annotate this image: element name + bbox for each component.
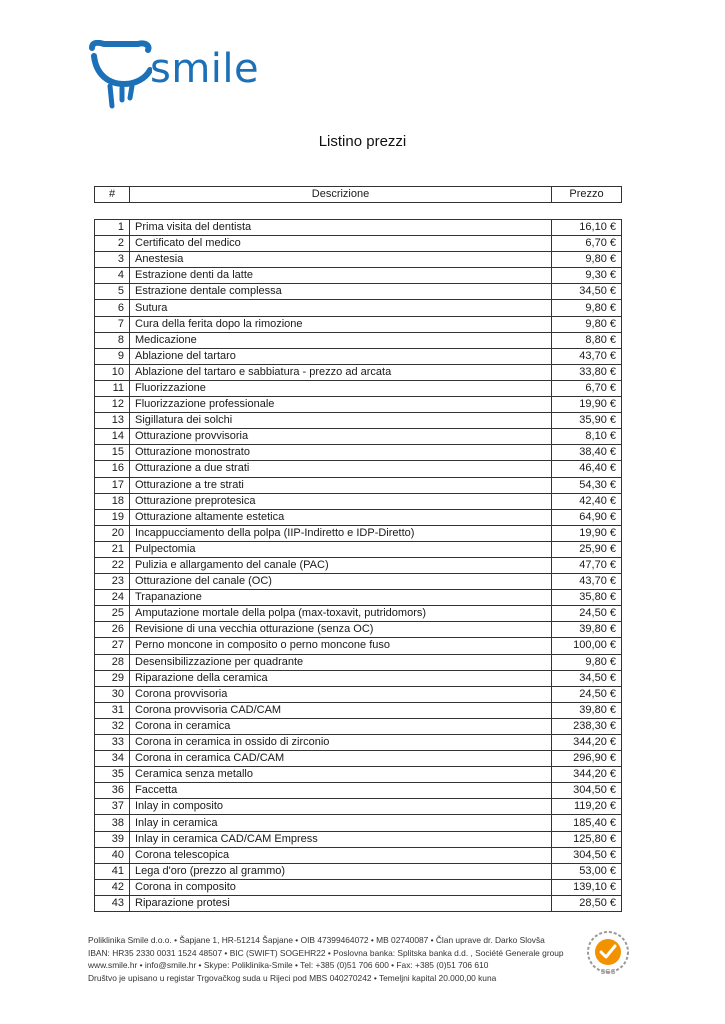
cell-description: Inlay in ceramica	[130, 815, 552, 831]
table-row	[95, 236, 622, 252]
cell-description: Corona in ceramica in ossido di zirconio	[130, 735, 552, 751]
cell-price: 16,10 €	[552, 220, 622, 236]
table-row	[95, 863, 622, 879]
cell-price: 8,80 €	[552, 332, 622, 348]
table-row	[95, 751, 622, 767]
cell-description: Trapanazione	[130, 590, 552, 606]
table-row	[95, 622, 622, 638]
table-row	[95, 397, 622, 413]
cell-description: Otturazione preprotesica	[130, 493, 552, 509]
cell-price: 304,50 €	[552, 783, 622, 799]
cell-description: Corona provvisoria	[130, 686, 552, 702]
footer-company-info: Poliklinika Smile d.o.o. • Šapjane 1, HR-51214 Šapjane • OIB 47399464072 • MB 02740087 • Član uprave dr. Darko Slovša	[88, 935, 545, 945]
cell-price: 185,40 €	[552, 815, 622, 831]
table-row	[95, 316, 622, 332]
cell-description: Pulpectomia	[130, 541, 552, 557]
cell-number: 30	[95, 686, 130, 702]
table-row	[95, 429, 622, 445]
cell-description: Certificato del medico	[130, 236, 552, 252]
cell-number: 27	[95, 638, 130, 654]
cell-description: Faccetta	[130, 783, 552, 799]
table-row	[95, 606, 622, 622]
table-row	[95, 654, 622, 670]
cell-price: 34,50 €	[552, 670, 622, 686]
cell-number: 19	[95, 509, 130, 525]
cell-number: 31	[95, 702, 130, 718]
table-row	[95, 541, 622, 557]
table-row	[95, 670, 622, 686]
table-row	[95, 300, 622, 316]
cell-price: 100,00 €	[552, 638, 622, 654]
cell-price: 9,80 €	[552, 654, 622, 670]
table-row	[95, 348, 622, 364]
cell-price: 296,90 €	[552, 751, 622, 767]
table-row	[95, 525, 622, 541]
cell-price: 9,30 €	[552, 268, 622, 284]
table-row	[95, 735, 622, 751]
table-row	[95, 783, 622, 799]
footer	[88, 934, 578, 984]
sgs-certification-badge	[583, 930, 633, 980]
table-row	[95, 638, 622, 654]
cell-price: 35,80 €	[552, 590, 622, 606]
cell-description: Corona in ceramica CAD/CAM	[130, 751, 552, 767]
table-header	[94, 186, 622, 203]
cell-description: Riparazione della ceramica	[130, 670, 552, 686]
cell-description: Corona telescopica	[130, 847, 552, 863]
cell-price: 238,30 €	[552, 718, 622, 734]
cell-price: 344,20 €	[552, 735, 622, 751]
cell-price: 64,90 €	[552, 509, 622, 525]
cell-number: 40	[95, 847, 130, 863]
cell-price: 9,80 €	[552, 316, 622, 332]
table-row	[95, 493, 622, 509]
cell-description: Inlay in ceramica CAD/CAM Empress	[130, 831, 552, 847]
cell-description: Amputazione mortale della polpa (max-toxavit, putridomors)	[130, 606, 552, 622]
cell-number: 18	[95, 493, 130, 509]
table-row	[95, 831, 622, 847]
cell-description: Otturazione provvisoria	[130, 429, 552, 445]
cell-price: 43,70 €	[552, 574, 622, 590]
cell-number: 23	[95, 574, 130, 590]
cell-number: 17	[95, 477, 130, 493]
cell-number: 10	[95, 364, 130, 380]
table-row	[95, 847, 622, 863]
cell-price: 19,90 €	[552, 397, 622, 413]
cell-number: 24	[95, 590, 130, 606]
cell-price: 47,70 €	[552, 557, 622, 573]
table-row	[95, 574, 622, 590]
cell-description: Perno moncone in composito o perno moncone fuso	[130, 638, 552, 654]
cell-number: 37	[95, 799, 130, 815]
price-table	[94, 219, 622, 912]
logo-text: smile	[150, 46, 260, 92]
table-row	[95, 686, 622, 702]
cell-number: 11	[95, 380, 130, 396]
cell-price: 9,80 €	[552, 300, 622, 316]
cell-number: 35	[95, 767, 130, 783]
cell-description: Otturazione del canale (OC)	[130, 574, 552, 590]
cell-price: 46,40 €	[552, 461, 622, 477]
cell-price: 39,80 €	[552, 702, 622, 718]
cell-number: 8	[95, 332, 130, 348]
smile-logo	[88, 40, 278, 115]
cell-description: Corona in composito	[130, 879, 552, 895]
cell-price: 125,80 €	[552, 831, 622, 847]
cell-description: Estrazione denti da latte	[130, 268, 552, 284]
cell-number: 33	[95, 735, 130, 751]
cell-number: 25	[95, 606, 130, 622]
cell-number: 43	[95, 895, 130, 911]
column-header-description: Descrizione	[130, 187, 552, 203]
table-row	[95, 767, 622, 783]
cell-price: 28,50 €	[552, 895, 622, 911]
cell-number: 21	[95, 541, 130, 557]
cell-number: 15	[95, 445, 130, 461]
cell-price: 39,80 €	[552, 622, 622, 638]
cell-number: 13	[95, 413, 130, 429]
cell-number: 20	[95, 525, 130, 541]
cell-number: 32	[95, 718, 130, 734]
cell-description: Revisione di una vecchia otturazione (senza OC)	[130, 622, 552, 638]
cell-description: Ceramica senza metallo	[130, 767, 552, 783]
cell-description: Sigillatura dei solchi	[130, 413, 552, 429]
cell-description: Anestesia	[130, 252, 552, 268]
cell-description: Desensibilizzazione per quadrante	[130, 654, 552, 670]
cell-number: 38	[95, 815, 130, 831]
cell-description: Prima visita del dentista	[130, 220, 552, 236]
table-row	[95, 509, 622, 525]
cell-price: 6,70 €	[552, 236, 622, 252]
footer-bank-info: IBAN: HR35 2330 0031 1524 48507 • BIC (SWIFT) SOGEHR22 • Poslovna banka: Splitska banka d.d. , Société Generale group	[88, 947, 564, 958]
table-row	[95, 799, 622, 815]
column-header-number: #	[95, 187, 130, 203]
cell-price: 35,90 €	[552, 413, 622, 429]
cell-price: 119,20 €	[552, 799, 622, 815]
cell-number: 28	[95, 654, 130, 670]
table-row	[95, 268, 622, 284]
cell-price: 344,20 €	[552, 767, 622, 783]
cell-price: 34,50 €	[552, 284, 622, 300]
column-header-price: Prezzo	[552, 187, 622, 203]
cell-number: 3	[95, 252, 130, 268]
cell-description: Fluorizzazione	[130, 380, 552, 396]
cell-price: 19,90 €	[552, 525, 622, 541]
cell-number: 2	[95, 236, 130, 252]
table-row	[95, 557, 622, 573]
table-row	[95, 332, 622, 348]
cell-description: Corona provvisoria CAD/CAM	[130, 702, 552, 718]
cell-description: Otturazione a due strati	[130, 461, 552, 477]
cell-price: 43,70 €	[552, 348, 622, 364]
table-row	[95, 477, 622, 493]
table-row	[95, 461, 622, 477]
cell-number: 5	[95, 284, 130, 300]
cell-price: 24,50 €	[552, 686, 622, 702]
table-row	[95, 252, 622, 268]
cell-number: 36	[95, 783, 130, 799]
cell-price: 53,00 €	[552, 863, 622, 879]
table-row	[95, 895, 622, 911]
footer-contact-info: www.smile.hr • info@smile.hr • Skype: Poliklinika-Smile • Tel: +385 (0)51 706 600 • Fax: +385 (0)51 706 610	[88, 960, 489, 971]
table-row	[95, 445, 622, 461]
cell-price: 9,80 €	[552, 252, 622, 268]
cell-number: 14	[95, 429, 130, 445]
cell-price: 25,90 €	[552, 541, 622, 557]
cell-number: 6	[95, 300, 130, 316]
cell-description: Otturazione monostrato	[130, 445, 552, 461]
cell-number: 39	[95, 831, 130, 847]
cell-price: 304,50 €	[552, 847, 622, 863]
cell-number: 4	[95, 268, 130, 284]
table-row	[95, 413, 622, 429]
table-row	[95, 220, 622, 236]
cell-number: 42	[95, 879, 130, 895]
cell-price: 139,10 €	[552, 879, 622, 895]
table-row	[95, 590, 622, 606]
cell-description: Pulizia e allargamento del canale (PAC)	[130, 557, 552, 573]
cell-price: 6,70 €	[552, 380, 622, 396]
cell-price: 54,30 €	[552, 477, 622, 493]
sgs-badge-label: SGS	[600, 969, 616, 976]
tooth-smile-icon	[88, 40, 152, 115]
table-row	[95, 702, 622, 718]
cell-number: 26	[95, 622, 130, 638]
cell-price: 33,80 €	[552, 364, 622, 380]
cell-description: Estrazione dentale complessa	[130, 284, 552, 300]
table-row	[95, 879, 622, 895]
cell-description: Riparazione protesi	[130, 895, 552, 911]
table-row	[95, 718, 622, 734]
cell-description: Inlay in composito	[130, 799, 552, 815]
cell-number: 9	[95, 348, 130, 364]
footer-registry-info: Društvo je upisano u registar Trgovačkog suda u Rijeci pod MBS 040270242 • Temeljni kapital 20.000,00 kuna	[88, 972, 497, 983]
cell-number: 22	[95, 557, 130, 573]
cell-number: 12	[95, 397, 130, 413]
cell-description: Incappucciamento della polpa (IIP-Indiretto e IDP-Diretto)	[130, 525, 552, 541]
cell-description: Cura della ferita dopo la rimozione	[130, 316, 552, 332]
cell-description: Sutura	[130, 300, 552, 316]
cell-number: 41	[95, 863, 130, 879]
cell-description: Ablazione del tartaro	[130, 348, 552, 364]
cell-description: Lega d'oro (prezzo al grammo)	[130, 863, 552, 879]
cell-price: 38,40 €	[552, 445, 622, 461]
table-row	[95, 380, 622, 396]
cell-description: Corona in ceramica	[130, 718, 552, 734]
cell-description: Ablazione del tartaro e sabbiatura - prezzo ad arcata	[130, 364, 552, 380]
cell-description: Medicazione	[130, 332, 552, 348]
table-row	[95, 364, 622, 380]
table-row	[95, 815, 622, 831]
cell-number: 34	[95, 751, 130, 767]
table-row	[95, 284, 622, 300]
cell-number: 29	[95, 670, 130, 686]
cell-description: Otturazione altamente estetica	[130, 509, 552, 525]
page-title: Listino prezzi	[318, 133, 407, 150]
cell-price: 24,50 €	[552, 606, 622, 622]
cell-number: 1	[95, 220, 130, 236]
cell-number: 16	[95, 461, 130, 477]
cell-description: Otturazione a tre strati	[130, 477, 552, 493]
cell-price: 8,10 €	[552, 429, 622, 445]
cell-price: 42,40 €	[552, 493, 622, 509]
cell-description: Fluorizzazione professionale	[130, 397, 552, 413]
cell-number: 7	[95, 316, 130, 332]
